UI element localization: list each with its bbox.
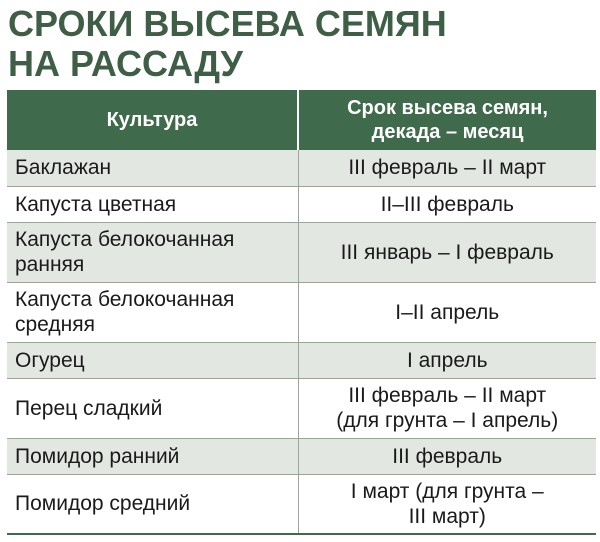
- table-row: [7, 150, 596, 186]
- table-row: [7, 378, 596, 438]
- table-body: [7, 150, 596, 534]
- title-line-1: СРОКИ ВЫСЕВА СЕМЯН: [8, 3, 447, 44]
- table-row: [7, 222, 596, 282]
- header-term-line-1: Срок высева семян,: [347, 97, 548, 119]
- sowing-term-cell: [298, 438, 596, 474]
- sowing-term-cell: [298, 150, 596, 186]
- crop-name: Перец сладкий: [15, 396, 163, 420]
- table-row: [7, 474, 596, 534]
- crop-cell: [7, 222, 298, 282]
- crop-name: Помидор ранний: [15, 444, 180, 468]
- crop-name: Капуста белокочанная: [15, 288, 235, 311]
- header-crop: Культура: [7, 90, 298, 150]
- sowing-term: II–III февраль: [380, 192, 514, 216]
- sowing-term-cell: [298, 222, 596, 282]
- sowing-term: III январь – I февраль: [340, 240, 554, 264]
- sowing-term: I–II апрель: [395, 300, 500, 324]
- table-row: [7, 342, 596, 378]
- sowing-term: III март): [408, 504, 486, 528]
- crop-cell: [7, 378, 298, 438]
- sowing-term: I март (для грунта –: [350, 479, 544, 503]
- table-header: [7, 90, 596, 150]
- crop-name: Огурец: [15, 348, 85, 372]
- sowing-term: III февраль – II март: [348, 156, 547, 180]
- sowing-term-cell: [298, 282, 596, 342]
- crop-name: Баклажан: [15, 156, 112, 180]
- table-row: [7, 438, 596, 474]
- sowing-term-cell: [298, 342, 596, 378]
- crop-cell: [7, 342, 298, 378]
- crop-name: Капуста цветная: [15, 192, 177, 216]
- table-row: [7, 282, 596, 342]
- table-row: [7, 186, 596, 222]
- header-term: [298, 90, 596, 150]
- header-term-line-2: декада – месяц: [371, 121, 524, 143]
- crop-name: средняя: [15, 313, 95, 336]
- crop-name: ранняя: [15, 253, 85, 276]
- crop-name: Капуста белокочанная: [15, 228, 235, 251]
- sowing-table: [7, 90, 596, 535]
- crop-cell: [7, 474, 298, 534]
- title-line-2: НА РАССАДУ: [8, 43, 243, 84]
- sowing-term-cell: [298, 474, 596, 534]
- sowing-term-cell: [298, 186, 596, 222]
- sowing-term: III февраль: [392, 444, 503, 468]
- sowing-term: I апрель: [406, 348, 488, 372]
- crop-cell: [7, 282, 298, 342]
- crop-cell: [7, 186, 298, 222]
- sowing-term: (для грунта – I апрель): [336, 409, 559, 432]
- table-header-row: [7, 90, 596, 150]
- sowing-term: III февраль – II март: [348, 384, 547, 407]
- crop-cell: [7, 438, 298, 474]
- crop-cell: [7, 150, 298, 186]
- sowing-term-cell: [298, 378, 596, 438]
- page-title: [8, 4, 447, 84]
- crop-name: Помидор средний: [15, 492, 191, 516]
